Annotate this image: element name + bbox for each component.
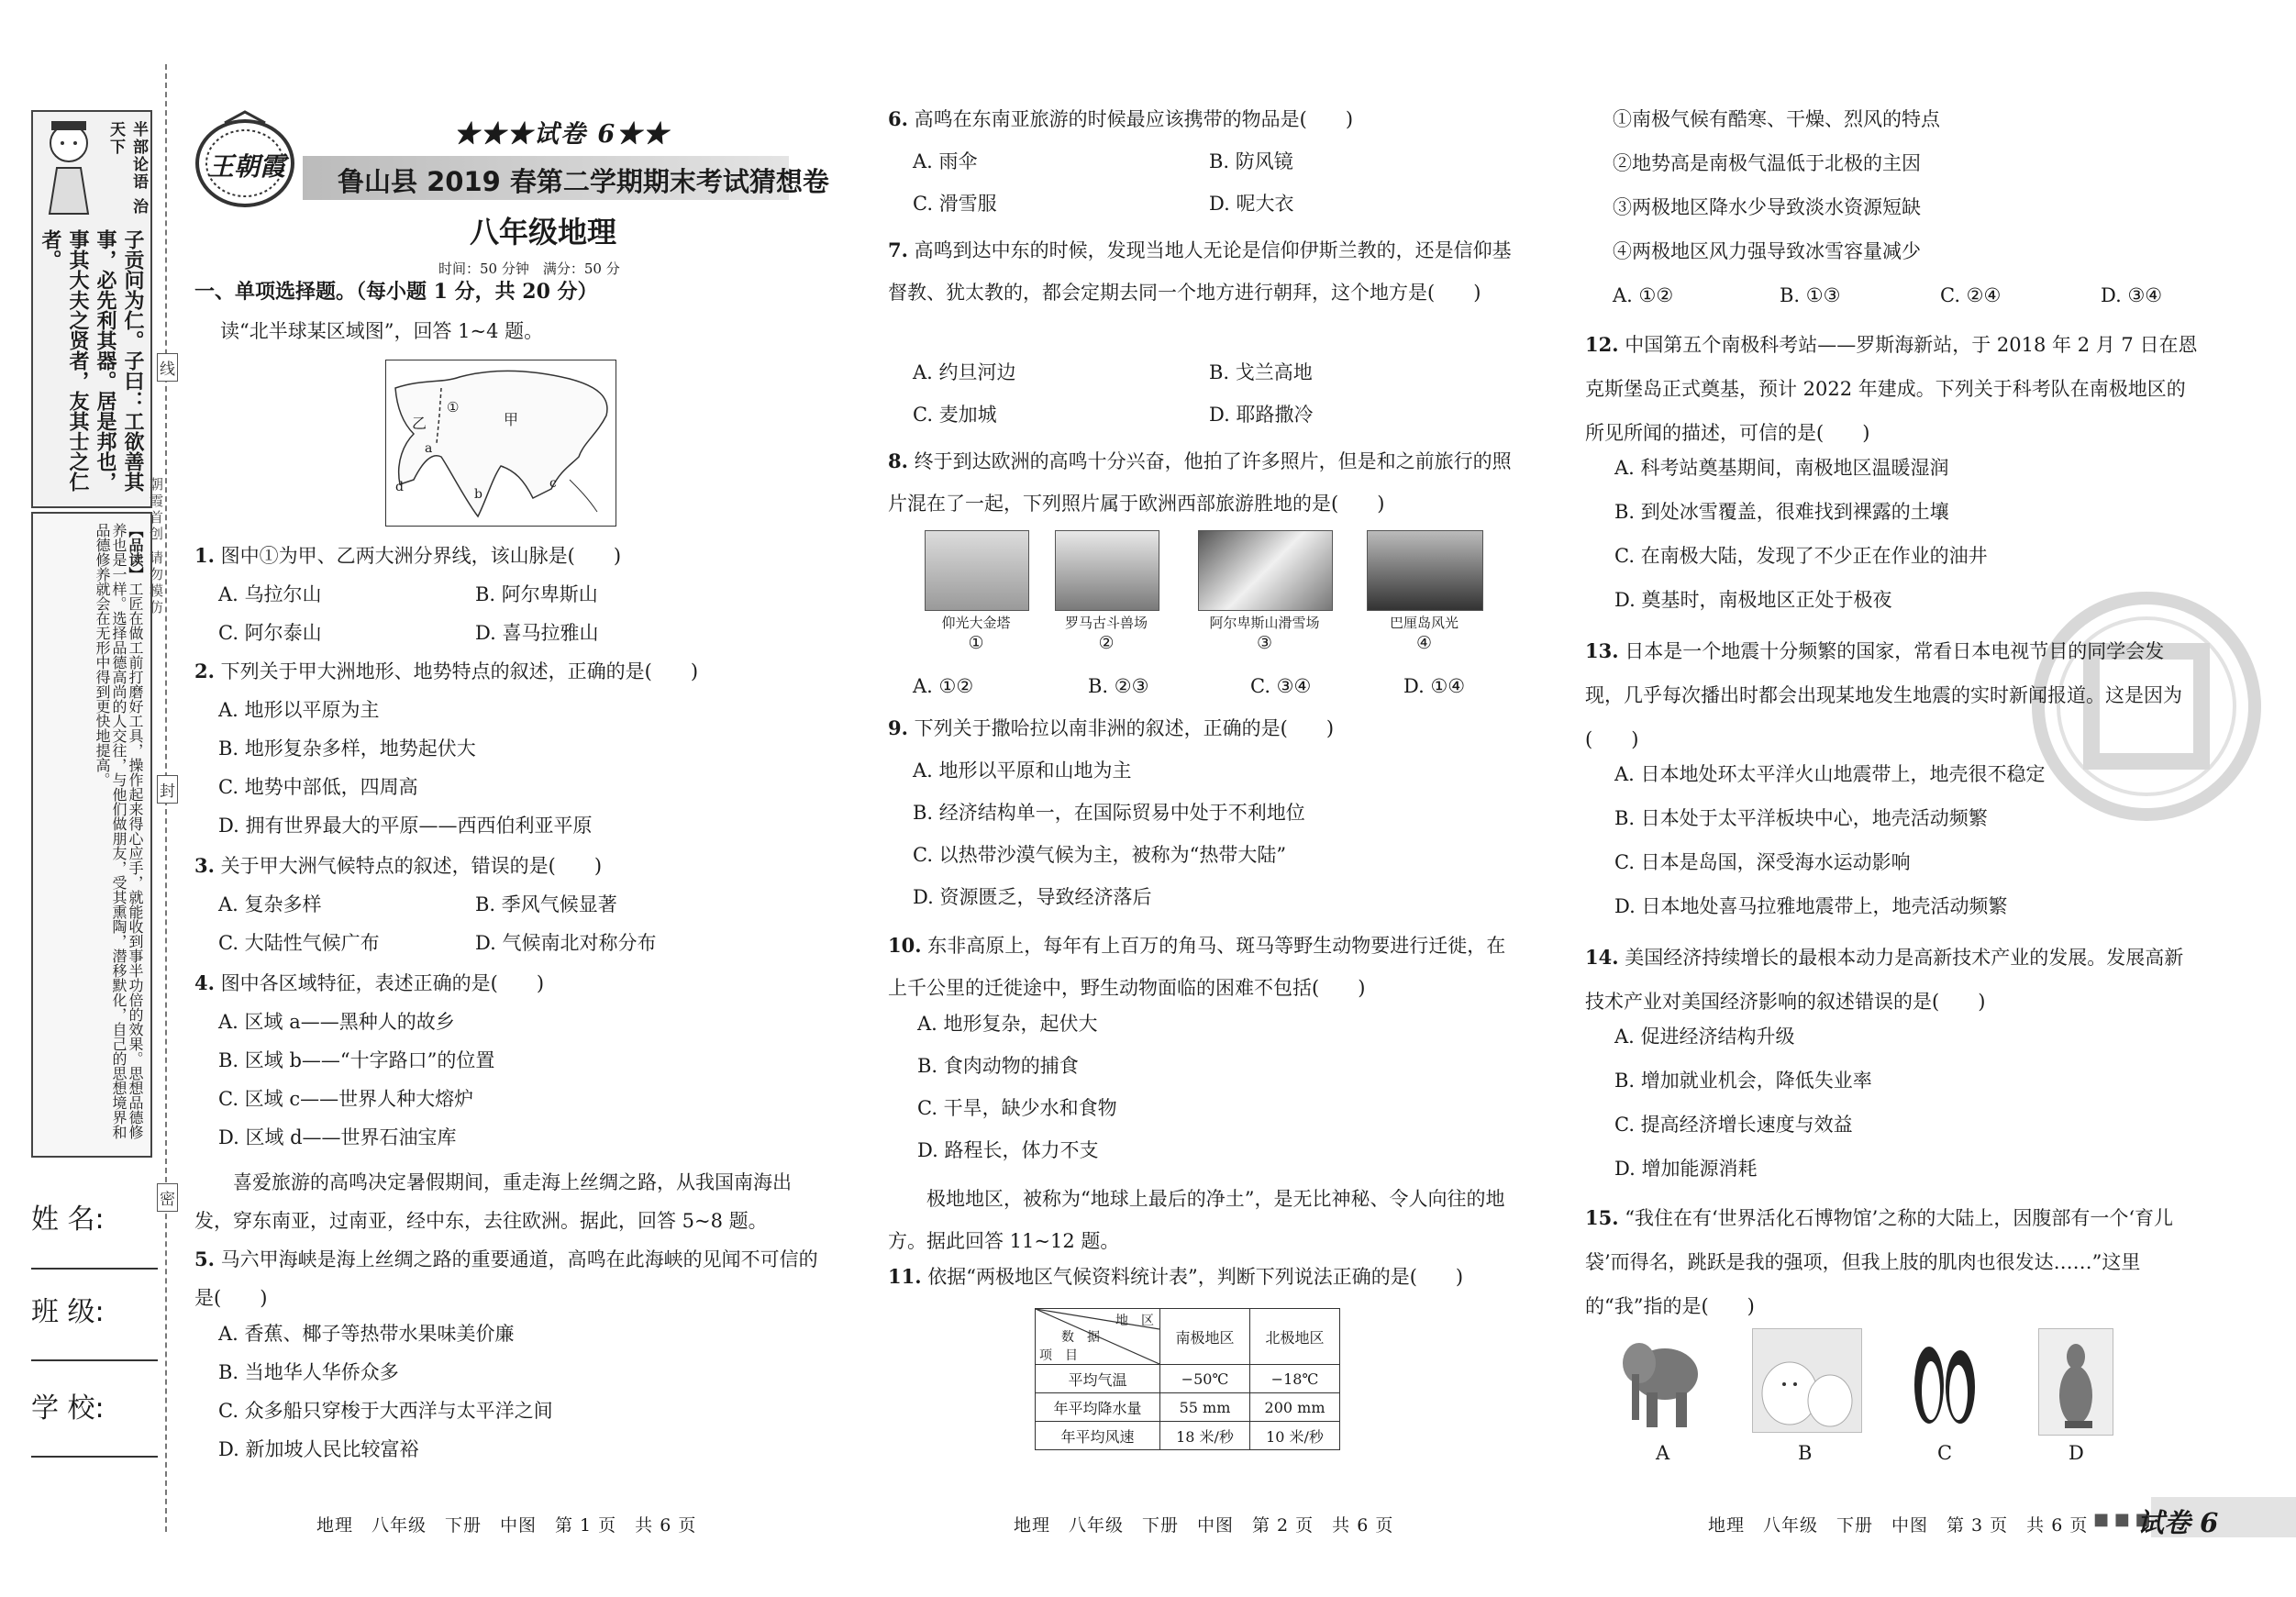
q4-opt-b[interactable]: B. 区域 b——“十字路口”的位置 (218, 1049, 495, 1071)
q5-opt-d[interactable]: D. 新加坡人民比较富裕 (218, 1438, 419, 1460)
table-row (1036, 1365, 1340, 1393)
q12-opt-a[interactable]: A. 科考站奠基期间，南极地区温暖湿润 (1614, 457, 1949, 479)
q11-item-2: ②地势高是南极气温低于北极的主因 (1613, 152, 1921, 174)
class-label: 班 级: (31, 1296, 105, 1328)
q1-opt-a[interactable]: A. 乌拉尔山 (218, 583, 322, 605)
photo-1-caption: 仰光大金塔 (941, 615, 1011, 631)
row-label: 平均气温 (1036, 1365, 1160, 1393)
q6-opt-c[interactable]: C. 滑雪服 (913, 193, 997, 215)
q13-opt-a[interactable]: A. 日本地处环太平洋火山地震带上，地壳很不稳定 (1614, 763, 2046, 785)
q8-opt-d[interactable]: D. ①④ (1403, 675, 1466, 697)
q6-opt-d[interactable]: D. 呢大衣 (1209, 193, 1294, 215)
row-value: −50℃ (1160, 1365, 1250, 1393)
q13-num: 13. (1585, 639, 1619, 662)
q2-opt-c[interactable]: C. 地势中部低，四周高 (218, 776, 418, 798)
reading-text (40, 523, 143, 1147)
photo-3-caption: 阿尔卑斯山滑雪场 (1209, 615, 1320, 631)
map-label-b: b (474, 487, 482, 502)
motto-box (31, 110, 152, 508)
q10-opt-d[interactable]: D. 路程长，体力不支 (917, 1139, 1099, 1161)
question-3 (194, 851, 818, 881)
q7-num: 7. (888, 238, 908, 261)
q5-num: 5. (194, 1248, 215, 1270)
photo-3-mark: ③ (1256, 633, 1273, 653)
subject-title: 八年级地理 (470, 215, 617, 250)
corner-bottom: 项 目 (1039, 1348, 1078, 1363)
q2-opt-d[interactable]: D. 拥有世界最大的平原——西西伯利亚平原 (218, 815, 593, 837)
q4-num: 4. (194, 971, 215, 994)
climate-table (1035, 1308, 1340, 1450)
q11-opt-a[interactable]: A. ①② (1613, 284, 1674, 306)
question-1 (194, 541, 818, 571)
q1-opt-b[interactable]: B. 阿尔卑斯山 (475, 583, 598, 605)
q2-opt-b[interactable]: B. 地形复杂多样，地势起伏大 (218, 738, 476, 760)
q11-opt-c[interactable]: C. ②④ (1940, 284, 2002, 306)
photo-2-image (1055, 530, 1159, 611)
q2-num: 2. (194, 660, 215, 682)
col-north: 北极地区 (1250, 1309, 1340, 1365)
paper-number: ★★★试卷 6★★ (454, 120, 671, 149)
footer-page-1: 地理 八年级 下册 中图 第 1 页 共 6 页 (316, 1515, 697, 1536)
row-value: 200 mm (1250, 1393, 1340, 1422)
q3-opt-a[interactable]: A. 复杂多样 (218, 893, 322, 915)
question-9 (888, 714, 1512, 743)
q5-opt-b[interactable]: B. 当地华人华侨众多 (218, 1361, 399, 1383)
seal-note: 朝霞首创 请勿模仿 (148, 477, 164, 616)
q11-item-3: ③两极地区降水少导致淡水资源短缺 (1613, 196, 1921, 218)
q3-opt-c[interactable]: C. 大陆性气候广布 (218, 932, 380, 954)
name-field[interactable] (31, 1266, 158, 1270)
q15-text: “我住在有‘世界活化石博物馆’之称的大陆上，因腹部有一个‘育儿袋’而得名，跳跃是我的强项，但我上肢的肌肉也很发达……”这里的“我”指的是( ) (1585, 1207, 2173, 1317)
q11-text: 依据“两极地区气候资料统计表”，判断下列说法正确的是( ) (927, 1266, 1464, 1288)
q8-opt-b[interactable]: B. ②③ (1088, 675, 1149, 697)
motto-label: 半部论语 治天下 (106, 121, 148, 216)
exam-meta: 时间：50 分钟 满分：50 分 (438, 261, 620, 277)
q9-opt-a[interactable]: A. 地形以平原和山地为主 (913, 760, 1132, 782)
question-4 (194, 969, 818, 998)
passage-5-8: 喜爱旅游的高鸣决定暑假期间，重走海上丝绸之路，从我国南海出发，穿东南亚，过南亚，经中东，去往欧洲。据此，回答 5~8 题。 (194, 1171, 792, 1232)
photo-4-mark: ④ (1415, 633, 1433, 653)
region-map (385, 360, 616, 527)
photo-1 (925, 530, 1027, 609)
animal-a-label[interactable]: A (1656, 1442, 1670, 1464)
q1-num: 1. (194, 544, 215, 567)
map-label-yi: 乙 (412, 415, 427, 432)
school-label: 学 校: (31, 1392, 105, 1425)
q3-opt-d[interactable]: D. 气候南北对称分布 (475, 932, 657, 954)
exam-title: 鲁山县 2019 春第二学期期末考试猜想卷 (338, 166, 829, 197)
question-6 (888, 105, 1512, 134)
table-row (1036, 1422, 1340, 1450)
q10-opt-c[interactable]: C. 干旱，缺少水和食物 (917, 1097, 1117, 1119)
photo-1-image (925, 530, 1029, 611)
q8-num: 8. (888, 449, 908, 472)
q4-text: 图中各区域特征，表述正确的是( ) (220, 972, 545, 994)
q12-text: 中国第五个南极科考站——罗斯海新站，于 2018 年 2 月 7 日在恩克斯堡岛正式奠基，预计 2022 年建成。下列关于科考队在南极地区的所见所闻的描述，可信的是( ) (1585, 334, 2198, 444)
q12-opt-b[interactable]: B. 到处冰雪覆盖，很难找到裸露的土壤 (1614, 501, 1949, 523)
q11-item-1: ①南极气候有酷寒、干燥、烈风的特点 (1613, 108, 1940, 130)
q9-num: 9. (888, 716, 908, 739)
class-field[interactable] (31, 1358, 158, 1361)
question-15 (1585, 1196, 2200, 1328)
table-row (1036, 1393, 1340, 1422)
q1-opt-c[interactable]: C. 阿尔泰山 (218, 622, 322, 644)
reading-tag: 【品读】 (127, 523, 144, 582)
q13-text: 日本是一个地震十分频繁的国家，常看日本电视节目的同学会发现，几乎每次播出时都会出现某地发生地震的实时新闻报道。这是因为( ) (1585, 640, 2182, 750)
animal-a-image (1619, 1328, 1706, 1434)
q3-text: 关于甲大洲气候特点的叙述，错误的是( ) (220, 855, 603, 877)
photo-2-mark: ② (1098, 633, 1115, 653)
photo-3 (1198, 530, 1331, 609)
q8-text: 终于到达欧洲的高鸣十分兴奋，他拍了许多照片，但是和之前旅行的照片混在了一起，下列照片属于欧洲西部旅游胜地的是( ) (888, 450, 1512, 515)
photo-4-image (1367, 530, 1483, 611)
animal-d-image (2038, 1328, 2113, 1436)
q9-opt-c[interactable]: C. 以热带沙漠气候为主，被称为“热带大陆” (913, 844, 1287, 866)
q14-opt-c[interactable]: C. 提高经济增长速度与效益 (1614, 1114, 1853, 1136)
q14-text: 美国经济持续增长的最根本动力是高新技术产业的发展。发展高新技术产业对美国经济影响的叙述错误的是( ) (1585, 947, 2184, 1013)
question-7 (888, 229, 1512, 314)
q6-text: 高鸣在东南亚旅游的时候最应该携带的物品是( ) (914, 108, 1354, 130)
q11-item-4: ④两极地区风力强导致冰雪容量减少 (1613, 240, 1921, 262)
photo-4 (1367, 530, 1481, 609)
photo-2 (1055, 530, 1158, 609)
q6-num: 6. (888, 107, 908, 130)
table-corner (1036, 1309, 1160, 1365)
q2-text: 下列关于甲大洲地形、地势特点的叙述，正确的是( ) (220, 660, 699, 682)
passage-11-12: 极地地区，被称为“地球上最后的净土”，是无比神秘、令人向往的地方。据此回答 11~12 题。 (888, 1188, 1505, 1252)
q6-opt-b[interactable]: B. 防风镜 (1209, 150, 1293, 172)
section-title: 一、单项选择题。（每小题 1 分，共 20 分） (194, 280, 598, 304)
motto-quote: 子贡问为仁。子曰：工欲善其事，必先利其器。居是邦也，事其大夫之贤者，友其士之仁者。 (39, 229, 144, 492)
seal-mark-1: 线 (157, 353, 178, 382)
q12-num: 12. (1585, 333, 1619, 356)
q7-text: 高鸣到达中东的时候，发现当地人无论是信仰伊斯兰教的，还是信仰基督教、犹太教的，都会定期去同一个地方进行朝拜，这个地方是( ) (888, 239, 1512, 304)
question-5 (194, 1240, 818, 1317)
q11-opt-b[interactable]: B. ①③ (1780, 284, 1841, 306)
reading-body: 工匠在做工前打磨好工具，操作起来得心应手，就能收到事半功倍的效果。思想品德修养也是一样。选择品德高尚的人交往，与他们做朋友，受其熏陶，潜移默化，自己的思想境界和品德修养就会在无形中得到更快地提高。 (94, 523, 144, 1139)
question-12 (1585, 323, 2200, 455)
q7-opt-a[interactable]: A. 约旦河边 (913, 361, 1016, 383)
scholar-figure (40, 117, 97, 218)
name-label: 姓 名: (31, 1203, 105, 1236)
footer-page-3: 地理 八年级 下册 中图 第 3 页 共 6 页 (1708, 1515, 2089, 1536)
section-intro: 读“北半球某区域图”，回答 1~4 题。 (220, 320, 544, 342)
q12-opt-d[interactable]: D. 奠基时，南极地区正处于极夜 (1614, 589, 1892, 611)
map-label-jia: 甲 (504, 411, 519, 428)
question-8 (888, 440, 1512, 525)
q11-opt-d[interactable]: D. ③④ (2101, 284, 2163, 306)
row-value: 55 mm (1160, 1393, 1250, 1422)
photo-2-caption: 罗马古斗兽场 (1064, 615, 1148, 631)
logo-text: 王朝霞 (208, 151, 286, 182)
q9-opt-b[interactable]: B. 经济结构单一，在国际贸易中处于不利地位 (913, 802, 1305, 824)
q10-opt-b[interactable]: B. 食肉动物的捕食 (917, 1055, 1079, 1077)
question-14 (1585, 936, 2200, 1024)
q6-opt-a[interactable]: A. 雨伞 (913, 150, 978, 172)
photo-4-caption: 巴厘岛风光 (1389, 615, 1459, 631)
q2-opt-a[interactable]: A. 地形以平原为主 (218, 699, 380, 721)
map-label-1: ① (447, 399, 460, 416)
seal-mark-3: 密 (157, 1183, 178, 1212)
q4-opt-c[interactable]: C. 区域 c——世界人种大熔炉 (218, 1088, 474, 1110)
school-field[interactable] (31, 1454, 158, 1458)
footer-page-2: 地理 八年级 下册 中图 第 2 页 共 6 页 (1014, 1515, 1394, 1536)
q3-num: 3. (194, 854, 215, 877)
animal-c-label[interactable]: C (1937, 1442, 1953, 1464)
q9-text: 下列关于撒哈拉以南非洲的叙述，正确的是( ) (914, 717, 1335, 739)
q7-opt-d[interactable]: D. 耶路撒冷 (1209, 404, 1314, 426)
q11-num: 11. (888, 1265, 922, 1288)
q10-text: 东非高原上，每年有上百万的角马、斑马等野生动物要进行迁徙，在上千公里的迁徙途中，野生动物面临的困难不包括( ) (888, 935, 1506, 999)
row-label: 年平均风速 (1036, 1422, 1160, 1450)
map-label-d: d (395, 480, 404, 494)
q13-opt-b[interactable]: B. 日本处于太平洋板块中心，地壳活动频繁 (1614, 807, 1988, 829)
question-2 (194, 657, 818, 686)
q12-opt-c[interactable]: C. 在南极大陆，发现了不少正在作业的油井 (1614, 545, 1988, 567)
row-value: 10 米/秒 (1250, 1422, 1340, 1450)
q5-opt-c[interactable]: C. 众多船只穿梭于大西洋与太平洋之间 (218, 1400, 553, 1422)
sidebar (28, 110, 151, 1174)
student-fields (31, 1183, 160, 1477)
question-10 (888, 925, 1512, 1009)
q15-num: 15. (1585, 1206, 1619, 1229)
photo-3-image (1198, 530, 1333, 611)
q13-opt-d[interactable]: D. 日本地处喜马拉雅地震带上，地壳活动频繁 (1614, 895, 2008, 917)
q8-opt-c[interactable]: C. ③④ (1250, 675, 1312, 697)
q10-opt-a[interactable]: A. 地形复杂，起伏大 (917, 1013, 1098, 1035)
q13-opt-c[interactable]: C. 日本是岛国，深受海水运动影响 (1614, 851, 1911, 873)
q14-num: 14. (1585, 946, 1619, 969)
corner-top: 地 区 (1115, 1314, 1154, 1328)
q14-opt-d[interactable]: D. 增加能源消耗 (1614, 1158, 1758, 1180)
q1-text: 图中①为甲、乙两大洲分界线，该山脉是( ) (220, 545, 622, 567)
row-value: 18 米/秒 (1160, 1422, 1250, 1450)
q1-opt-d[interactable]: D. 喜马拉雅山 (475, 622, 599, 644)
photo-1-mark: ① (968, 633, 984, 653)
q8-opt-a[interactable]: A. ①② (913, 675, 974, 697)
animal-d-label[interactable]: D (2069, 1442, 2084, 1464)
q5-text: 马六甲海峡是海上丝绸之路的重要通道，高鸣在此海峡的见闻不可信的是( ) (194, 1248, 818, 1309)
q7-opt-c[interactable]: C. 麦加城 (913, 404, 997, 426)
footer-badge: 试卷 6 (2137, 1507, 2219, 1538)
seal-mark-2: 封 (157, 775, 178, 804)
q5-opt-a[interactable]: A. 香蕉、椰子等热带水果味美价廉 (218, 1323, 515, 1345)
reading-box (31, 512, 152, 1158)
col-south: 南极地区 (1160, 1309, 1250, 1365)
question-13 (1585, 629, 2200, 761)
map-label-a: a (425, 441, 433, 456)
question-11 (888, 1262, 1512, 1292)
q4-opt-a[interactable]: A. 区域 a——黑种人的故乡 (218, 1011, 455, 1033)
animal-b-image (1752, 1328, 1862, 1433)
q4-opt-d[interactable]: D. 区域 d——世界石油宝库 (218, 1126, 457, 1148)
animal-c-image (1903, 1330, 1986, 1431)
map-label-c: c (549, 476, 557, 491)
row-value: −18℃ (1250, 1365, 1340, 1393)
animal-b-label[interactable]: B (1798, 1442, 1813, 1464)
row-label: 年平均降水量 (1036, 1393, 1160, 1422)
q14-opt-b[interactable]: B. 增加就业机会，降低失业率 (1614, 1070, 1872, 1092)
q14-opt-a[interactable]: A. 促进经济结构升级 (1614, 1026, 1795, 1048)
q10-num: 10. (888, 934, 922, 957)
q3-opt-b[interactable]: B. 季风气候显著 (475, 893, 617, 915)
q9-opt-d[interactable]: D. 资源匮乏，导致经济落后 (913, 886, 1152, 908)
footer-badge-dots: ■ ■ ■ (2093, 1510, 2151, 1529)
corner-mid: 数 据 (1061, 1330, 1100, 1345)
q7-opt-b[interactable]: B. 戈兰高地 (1209, 361, 1313, 383)
logo (188, 110, 307, 211)
